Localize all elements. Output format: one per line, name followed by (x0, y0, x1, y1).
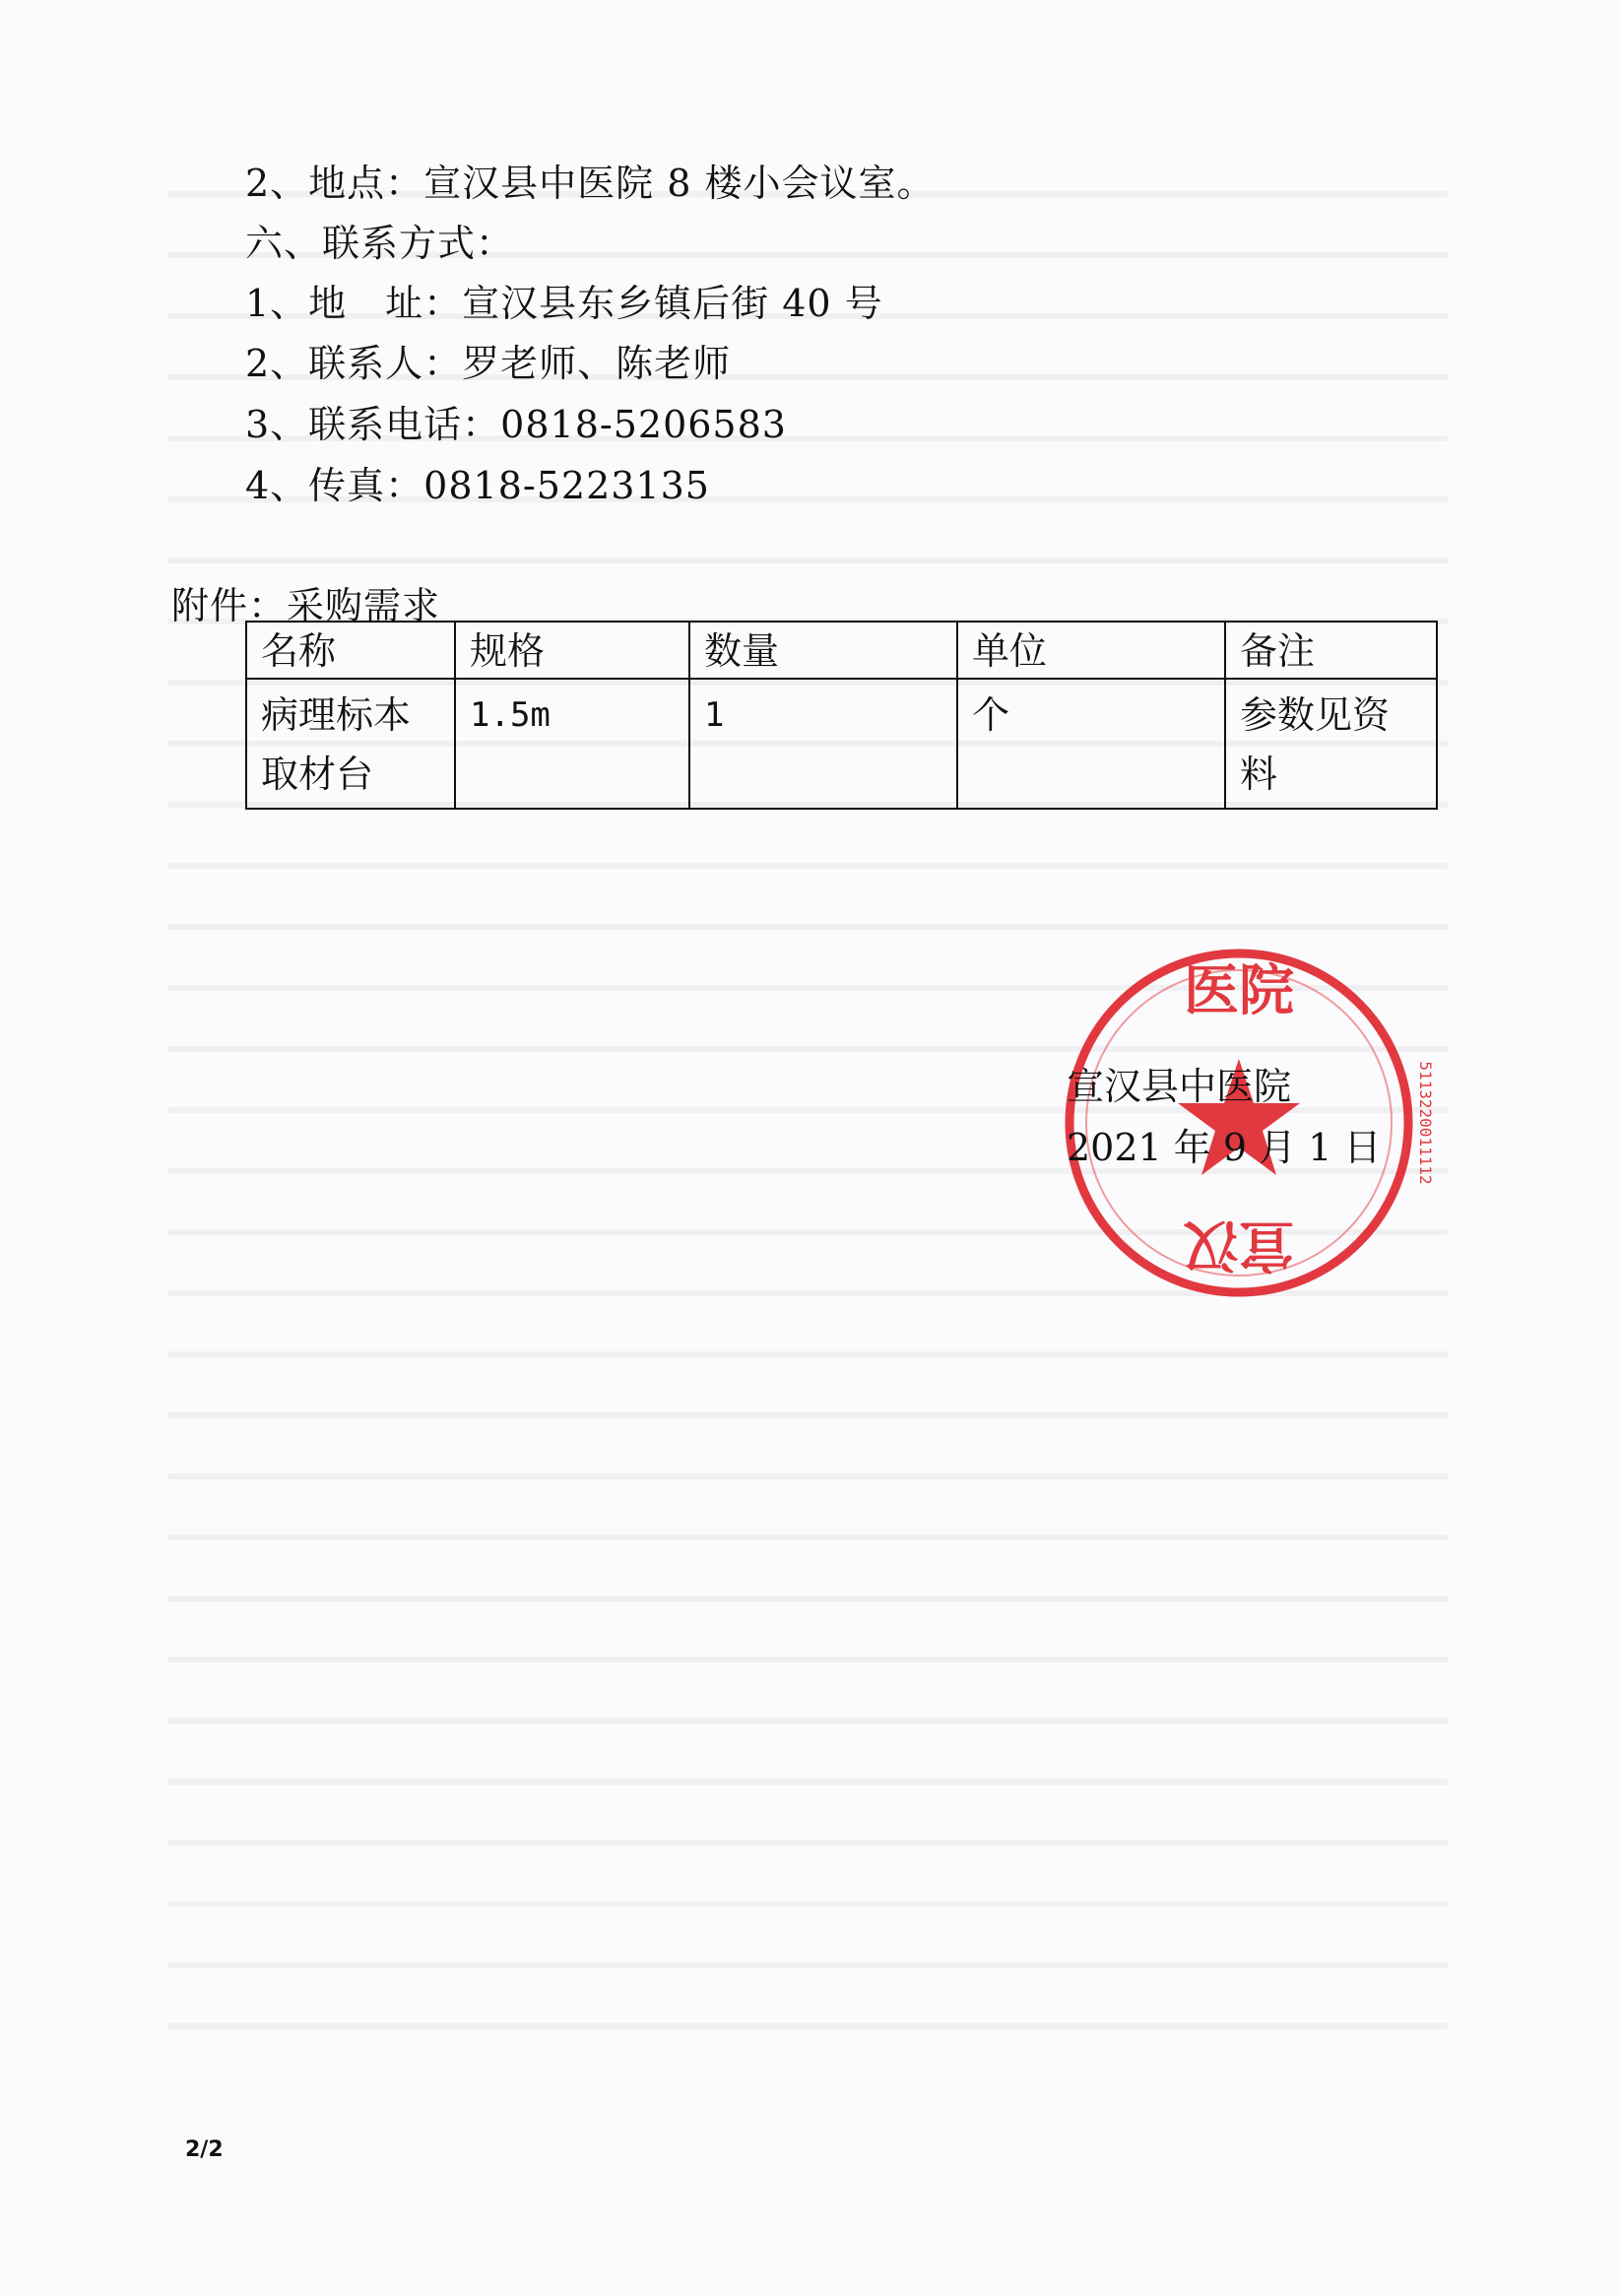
address-line: 1、地 址：宣汉县东乡镇后街 40 号 (245, 282, 883, 325)
seal-top-text: 医院 (1184, 958, 1294, 1023)
hospital-seal-icon (1024, 941, 1458, 1305)
header-remark: 备注 (1225, 622, 1437, 679)
header-quantity: 数量 (689, 622, 957, 679)
header-name: 名称 (246, 622, 455, 679)
cell-name: 病理标本取材台 (246, 679, 455, 809)
table-header-row (246, 622, 1437, 679)
signature-org: 宣汉县中医院 (1067, 1065, 1292, 1108)
contact-person-line: 2、联系人：罗老师、陈老师 (245, 342, 732, 385)
contact-heading: 六、联系方式： (245, 222, 515, 265)
attachment-title: 附件：采购需求 (171, 584, 441, 627)
fax-line: 4、传真：0818-5223135 (245, 464, 710, 507)
header-unit: 单位 (957, 622, 1225, 679)
seal-bottom-text: 宣汉 (1184, 1213, 1294, 1278)
cell-remark: 参数见资料 (1225, 679, 1437, 809)
cell-spec: 1.5m (455, 679, 689, 809)
table-row (246, 679, 1437, 809)
phone-line: 3、联系电话：0818-5206583 (245, 403, 787, 446)
location-line: 2、地点：宣汉县中医院 8 楼小会议室。 (245, 162, 936, 205)
procurement-table (245, 621, 1438, 810)
page-number: 2/2 (185, 2137, 224, 2162)
header-spec: 规格 (455, 622, 689, 679)
cell-quantity: 1 (689, 679, 957, 809)
cell-unit: 个 (957, 679, 1225, 809)
signature-date: 2021 年 9 月 1 日 (1067, 1126, 1382, 1169)
seal-serial: 5113220011112 (1416, 1061, 1435, 1185)
